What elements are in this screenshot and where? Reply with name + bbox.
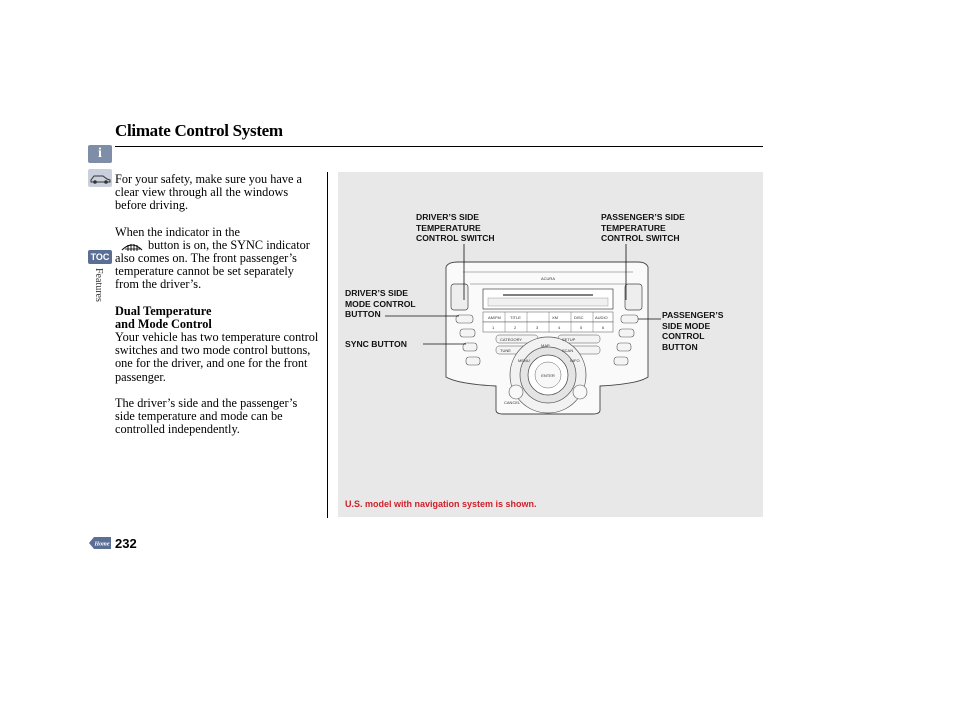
sync-paragraph-end: button is on, the SYNC indicator also comes on. The front passenger’s temperature cannot be set separately from the driver’s. — [115, 237, 310, 292]
climate-panel-figure — [338, 172, 763, 517]
driver-mode-line2: MODE CONTROL — [345, 298, 416, 309]
panel-title: TITLE — [510, 315, 521, 320]
panel-setup: SETUP — [562, 337, 576, 342]
passenger-mode-line2: SIDE MODE — [662, 320, 711, 331]
dual-temp-heading-line2: and Mode Control — [115, 316, 212, 331]
panel-category: CATEGORY — [500, 337, 523, 342]
home-label: Home — [94, 541, 110, 548]
title-divider — [115, 146, 763, 147]
preset-4: 4 — [558, 325, 561, 330]
passenger-mode-line4: BUTTON — [662, 341, 698, 352]
panel-info: INFO — [570, 358, 580, 363]
driver-mode-line1: DRIVER’S SIDE — [345, 288, 409, 298]
figure-caption: U.S. model with navigation system is shown. — [345, 499, 537, 509]
passenger-mode-callout — [662, 310, 723, 352]
panel-xm: XM — [552, 315, 558, 320]
passenger-mode-line1: PASSENGER’S — [662, 310, 724, 320]
column-divider — [327, 172, 328, 518]
driver-temp-line1: DRIVER’S SIDE — [416, 212, 480, 222]
driver-temp-callout — [416, 212, 495, 244]
toc-icon[interactable]: TOC — [88, 250, 112, 264]
passenger-temp-line3: CONTROL SWITCH — [601, 233, 680, 243]
panel-disc: DISC — [574, 315, 584, 320]
sync-paragraph — [115, 226, 320, 292]
independent-paragraph: The driver’s side and the passenger’s side temperature and mode can be controlled independently. — [115, 395, 298, 437]
page-number: 232 — [115, 536, 137, 551]
driver-temp-line3: CONTROL SWITCH — [416, 233, 495, 243]
passenger-mode-line3: CONTROL — [662, 331, 705, 341]
passenger-temp-line2: TEMPERATURE — [601, 222, 666, 233]
info-icon[interactable]: i — [88, 145, 112, 163]
sync-callout: SYNC BUTTON — [345, 339, 407, 349]
page-title: Climate Control System — [115, 121, 283, 140]
panel-brand: ACURA — [540, 276, 556, 281]
dual-temp-paragraph: Your vehicle has two temperature control switches and two mode control buttons, one for the driver, and one for the front passenger. — [115, 330, 319, 384]
passenger-temp-callout — [601, 212, 685, 244]
preset-6: 6 — [602, 325, 605, 330]
sync-paragraph-start: When the indicator in the — [115, 224, 240, 239]
section-tab: Features — [93, 268, 104, 302]
panel-scan: SCAN — [562, 348, 574, 353]
panel-map: MAP — [541, 343, 550, 348]
preset-2: 2 — [514, 325, 517, 330]
panel-menu: MENU — [518, 358, 530, 363]
dual-temp-heading-line1: Dual Temperature — [115, 303, 212, 318]
driver-temp-line2: TEMPERATURE — [416, 222, 481, 233]
preset-5: 5 — [580, 325, 583, 330]
panel-am: AM/FM — [488, 315, 501, 320]
panel-enter: ENTER — [541, 373, 555, 378]
driver-mode-callout — [345, 288, 416, 320]
body-text — [115, 173, 320, 449]
panel-cancel: CANCEL — [504, 400, 521, 405]
safety-paragraph: For your safety, make sure you have a clear view through all the windows before driving. — [115, 172, 303, 213]
driver-mode-line3: BUTTON — [345, 309, 381, 319]
panel-audio: AUDIO — [595, 315, 608, 320]
preset-1: 1 — [492, 325, 495, 330]
home-icon[interactable] — [88, 536, 112, 550]
panel-tune: TUNE — [500, 348, 511, 353]
preset-3: 3 — [536, 325, 539, 330]
car-icon[interactable] — [88, 169, 112, 187]
passenger-temp-line1: PASSENGER’S SIDE — [601, 212, 685, 222]
